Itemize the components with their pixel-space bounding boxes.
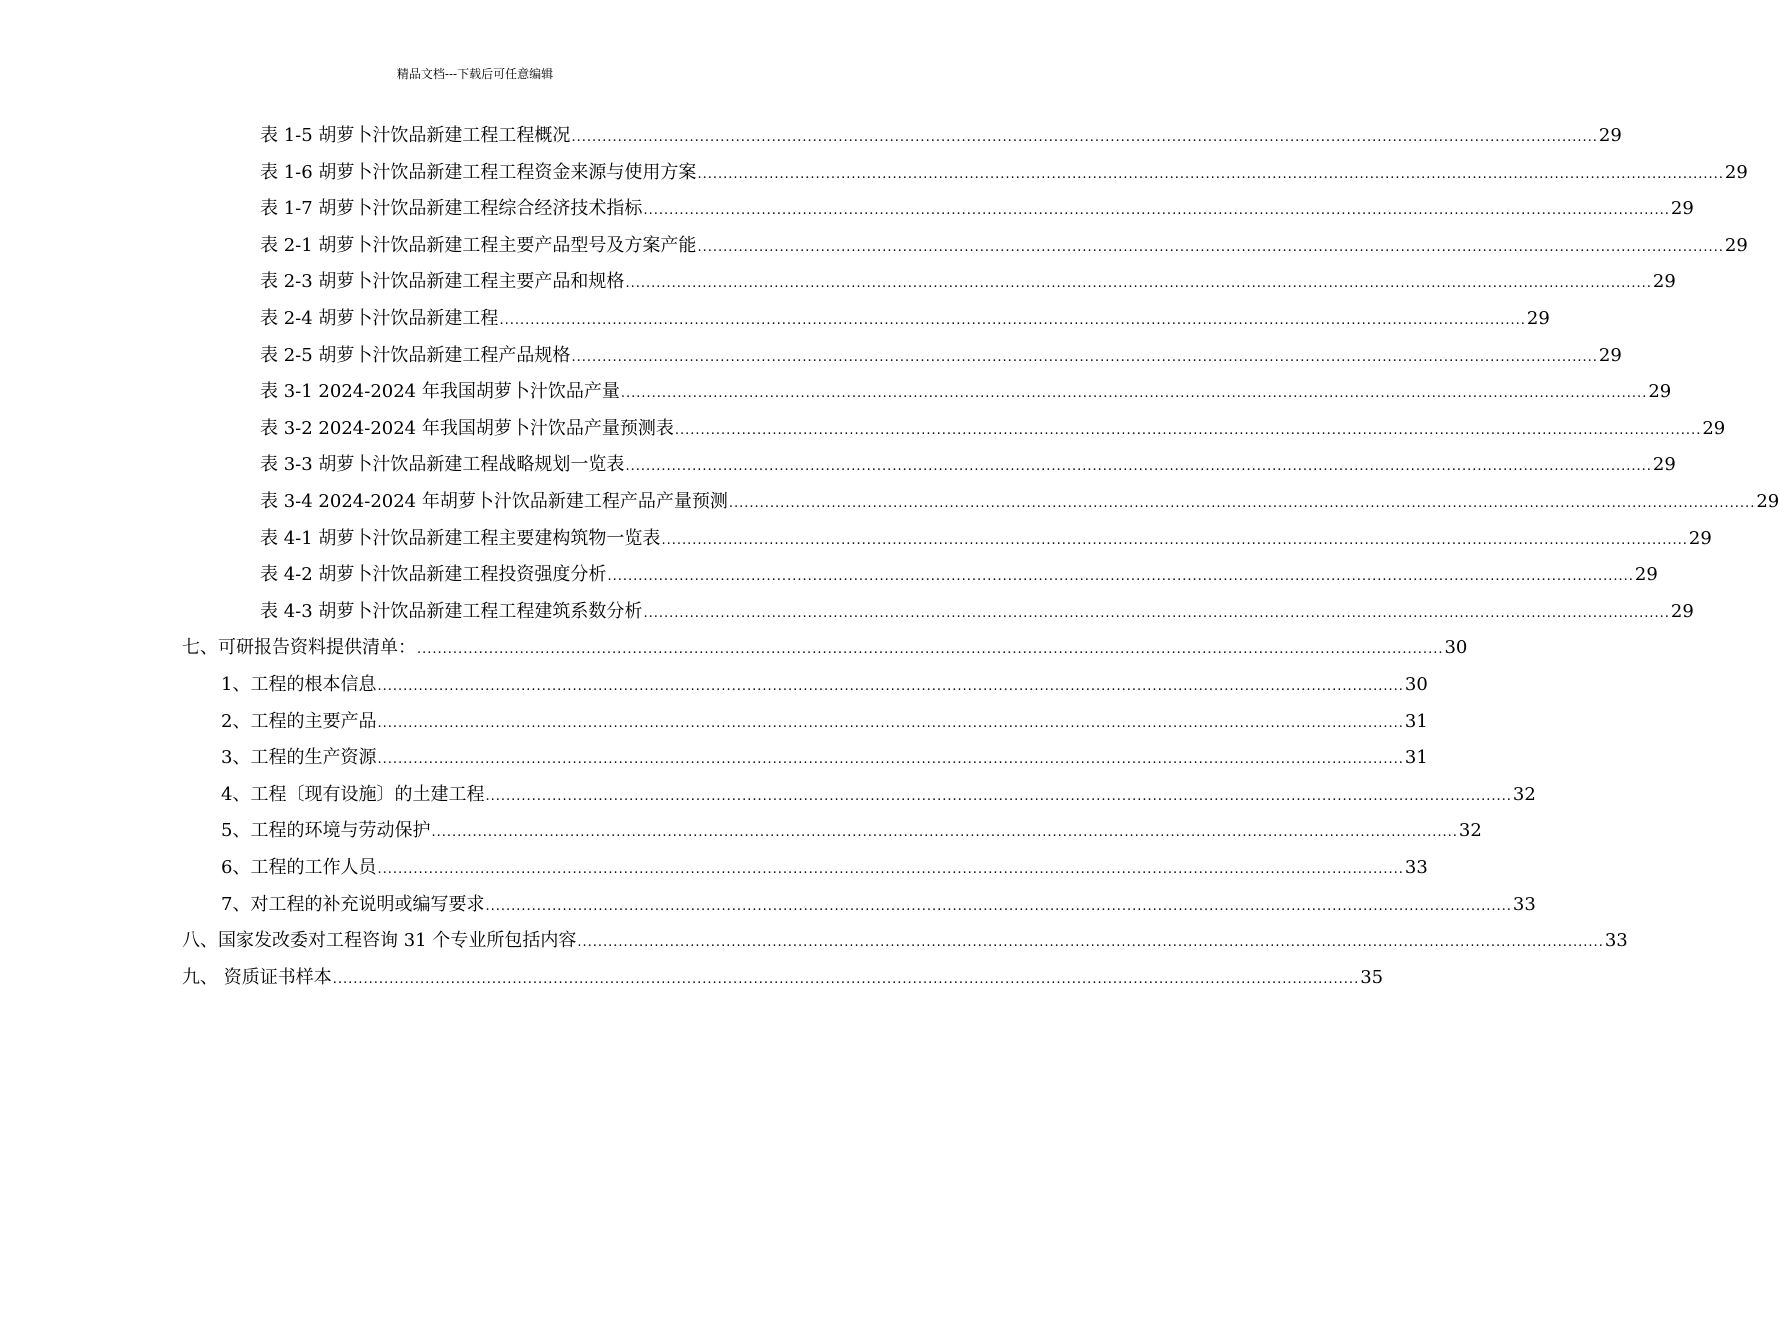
- toc-entry-label: 表 4-2 胡萝卜汁饮品新建工程投资强度分析: [260, 564, 607, 586]
- toc-entry-label: 表 2-3 胡萝卜汁饮品新建工程主要产品和规格: [260, 271, 625, 293]
- toc-entry-page-number: 32: [1512, 783, 1536, 805]
- toc-entry-page-number: 33: [1404, 857, 1428, 878]
- toc-entry-page-number: 30: [1444, 637, 1468, 659]
- toc-dot-leader: ........................................................................................................................................................................................................: [499, 313, 1526, 328]
- toc-dot-leader: ........................................................................................................................................................................................................: [377, 862, 1404, 877]
- toc-entry[interactable]: [221, 704, 1428, 740]
- toc-entry-page-number: 29: [1648, 381, 1672, 403]
- toc-dot-leader: ........................................................................................................................................................................................................: [431, 825, 1458, 841]
- toc-dot-leader: ........................................................................................................................................................................................................: [625, 459, 1652, 475]
- toc-entry-page-number: 35: [1360, 966, 1384, 988]
- toc-entry-page-number: 29: [1652, 454, 1676, 476]
- toc-entry-label: 七、可研报告资料提供清单：: [182, 637, 416, 659]
- toc-dot-leader: ........................................................................................................................................................................................................: [377, 752, 1404, 768]
- toc-entry-page-number: 29: [1702, 417, 1726, 439]
- toc-dot-leader: ........................................................................................................................................................................................................: [697, 166, 1724, 182]
- toc-entry-label: 4、工程〔现有设施〕的土建工程: [221, 783, 485, 805]
- toc-entry-label: 九、 资质证书样本: [182, 966, 332, 988]
- toc-entry-label: 表 2-5 胡萝卜汁饮品新建工程产品规格: [260, 344, 571, 366]
- toc-entry-label: 表 2-4 胡萝卜汁饮品新建工程: [260, 308, 499, 329]
- toc-entry-label: 5、工程的环境与劳动保护: [221, 820, 431, 842]
- toc-dot-leader: ........................................................................................................................................................................................................: [643, 605, 1670, 621]
- toc-dot-leader: ........................................................................................................................................................................................................: [577, 935, 1604, 951]
- toc-entry[interactable]: [221, 777, 1536, 813]
- toc-dot-leader: ........................................................................................................................................................................................................: [377, 715, 1404, 731]
- toc-entry-label: 表 1-6 胡萝卜汁饮品新建工程工程资金来源与使用方案: [260, 161, 697, 183]
- toc-dot-leader: ........................................................................................................................................................................................................: [571, 349, 1598, 365]
- toc-entry[interactable]: [260, 118, 1622, 154]
- toc-entry-label: 表 4-3 胡萝卜汁饮品新建工程工程建筑系数分析: [260, 600, 643, 622]
- toc-entry-page-number: 29: [1724, 234, 1748, 256]
- toc-entry[interactable]: [260, 338, 1622, 374]
- toc-entry-label: 1、工程的根本信息: [221, 674, 377, 695]
- toc-entry[interactable]: [260, 594, 1694, 630]
- toc-entry[interactable]: [221, 667, 1428, 703]
- toc-entry[interactable]: [182, 960, 1384, 996]
- toc-entry-page-number: 29: [1688, 527, 1712, 549]
- toc-dot-leader: ........................................................................................................................................................................................................: [728, 496, 1756, 511]
- toc-entry[interactable]: [260, 521, 1712, 557]
- toc-dot-leader: ........................................................................................................................................................................................................: [417, 642, 1444, 658]
- toc-entry-label: 表 3-1 2024-2024 年我国胡萝卜汁饮品产量: [260, 381, 620, 403]
- toc-entry-label: 表 1-7 胡萝卜汁饮品新建工程综合经济技术指标: [260, 198, 643, 220]
- toc-entry-page-number: 29: [1670, 198, 1694, 220]
- toc-entry[interactable]: [260, 228, 1748, 264]
- toc-entry[interactable]: [260, 411, 1726, 447]
- toc-dot-leader: ........................................................................................................................................................................................................: [332, 971, 1360, 987]
- toc-entry-label: 表 3-4 2024-2024 年胡萝卜汁饮品新建工程产品产量预测: [260, 491, 728, 512]
- toc-entry[interactable]: [260, 301, 1550, 337]
- toc-entry-page-number: 29: [1598, 125, 1622, 146]
- toc-entry-page-number: 29: [1670, 600, 1694, 622]
- toc-entry-page-number: 29: [1756, 491, 1779, 512]
- toc-entry-page-number: 31: [1404, 747, 1428, 769]
- toc-entry[interactable]: [221, 740, 1428, 776]
- toc-dot-leader: ........................................................................................................................................................................................................: [625, 276, 1652, 292]
- toc-entry-label: 表 2-1 胡萝卜汁饮品新建工程主要产品型号及方案产能: [260, 234, 697, 256]
- toc-dot-leader: ........................................................................................................................................................................................................: [607, 569, 1634, 585]
- toc-dot-leader: ........................................................................................................................................................................................................: [620, 386, 1648, 402]
- toc-dot-leader: ........................................................................................................................................................................................................: [377, 679, 1404, 694]
- toc-entry[interactable]: [260, 191, 1694, 227]
- toc-entry-label: 3、工程的生产资源: [221, 747, 377, 769]
- toc-dot-leader: ........................................................................................................................................................................................................: [485, 788, 1512, 804]
- toc-entry[interactable]: [260, 484, 1779, 520]
- toc-entry-label: 表 1-5 胡萝卜汁饮品新建工程工程概况: [260, 125, 571, 146]
- toc-entry[interactable]: [260, 155, 1748, 191]
- toc-entry-page-number: 29: [1724, 161, 1748, 183]
- toc-dot-leader: ........................................................................................................................................................................................................: [643, 203, 1670, 219]
- toc-entry-label: 八、国家发改委对工程咨询 31 个专业所包括内容: [182, 930, 577, 952]
- toc-entry-label: 表 4-1 胡萝卜汁饮品新建工程主要建构筑物一览表: [260, 527, 661, 549]
- toc-entry-page-number: 29: [1652, 271, 1676, 293]
- toc-entry[interactable]: [182, 923, 1628, 959]
- toc-entry-page-number: 29: [1526, 308, 1550, 329]
- toc-entry-label: 2、工程的主要产品: [221, 710, 377, 732]
- page-header: 精品文档---下载后可任意编辑: [396, 67, 554, 81]
- toc-entry-label: 6、工程的工作人员: [221, 857, 377, 878]
- toc-entry-label: 表 3-2 2024-2024 年我国胡萝卜汁饮品产量预测表: [260, 417, 674, 439]
- toc-dot-leader: ........................................................................................................................................................................................................: [485, 898, 1512, 914]
- toc-entry[interactable]: [260, 374, 1672, 410]
- toc-entry-label: 表 3-3 胡萝卜汁饮品新建工程战略规划一览表: [260, 454, 625, 476]
- toc-entry-page-number: 29: [1598, 344, 1622, 366]
- toc-entry[interactable]: [260, 264, 1676, 300]
- toc-dot-leader: ........................................................................................................................................................................................................: [674, 422, 1702, 438]
- toc-entry[interactable]: [221, 887, 1536, 923]
- toc-entry[interactable]: [221, 850, 1428, 886]
- toc-entry-page-number: 33: [1512, 893, 1536, 915]
- toc-entry-label: 7、对工程的补充说明或编写要求: [221, 893, 485, 915]
- toc-entry-page-number: 32: [1458, 820, 1482, 842]
- toc-dot-leader: ........................................................................................................................................................................................................: [697, 239, 1724, 255]
- toc-dot-leader: ........................................................................................................................................................................................................: [661, 532, 1688, 548]
- toc-entry[interactable]: [260, 557, 1658, 593]
- toc-entry-page-number: 31: [1404, 710, 1428, 732]
- toc-entry-page-number: 33: [1604, 930, 1628, 952]
- toc-entry-page-number: 29: [1634, 564, 1658, 586]
- toc-dot-leader: ........................................................................................................................................................................................................: [571, 130, 1598, 145]
- toc-entry-page-number: 30: [1404, 674, 1428, 695]
- toc-entry[interactable]: [221, 813, 1482, 849]
- toc-entry[interactable]: [260, 447, 1676, 483]
- toc-entry[interactable]: [182, 630, 1468, 666]
